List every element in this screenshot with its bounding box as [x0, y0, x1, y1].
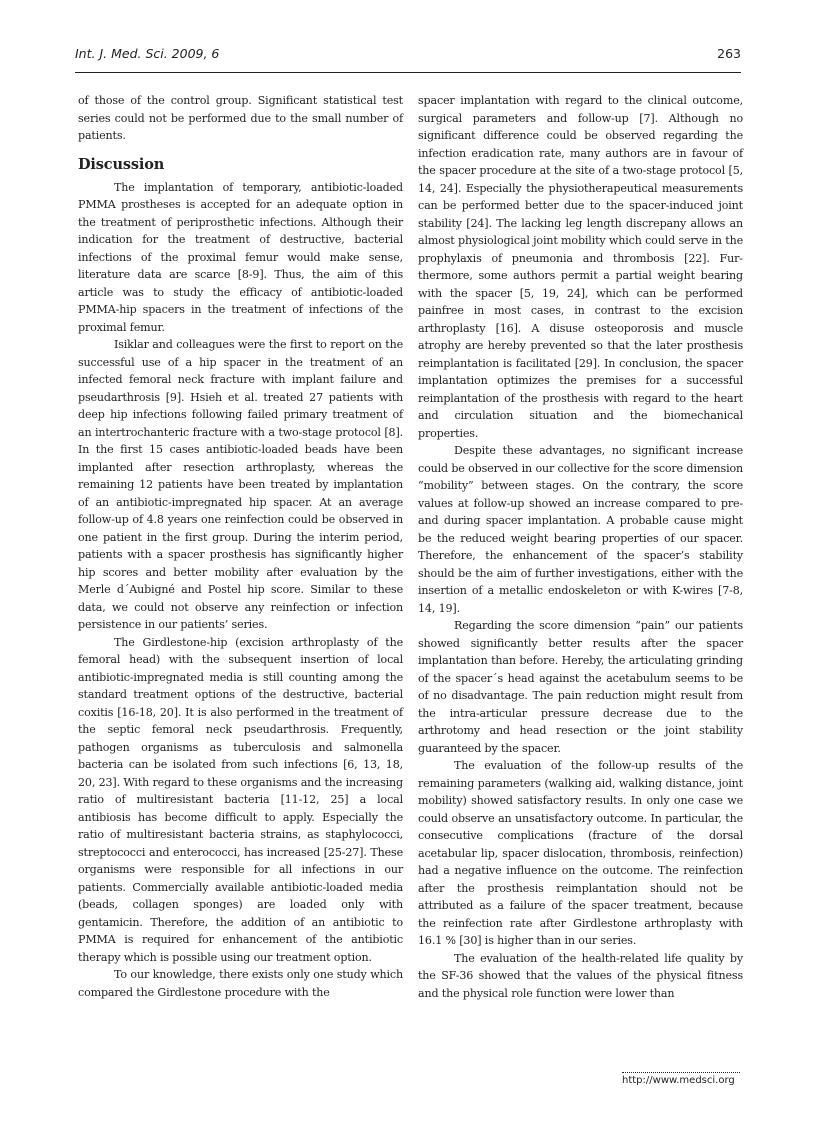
right-column	[418, 92, 743, 1002]
left-column	[78, 92, 403, 1001]
paragraph-continued: spacer implantation with regard to the clinical outcome, surgical parameters and follow-up [7]. Although no significant difference could be observed regarding the infection eradication rate, many authors are in favour of the spacer procedure at the site of a two-stage protocol [5, 14, 24]. Especially the physiotherapeutical measurements can be performed better due to the spacer-induced joint stability [24]. The lacking leg length discrepany allows an almost physiological joint mobility which could serve in the prophylaxis of pneumonia and thrombosis [22]. Furthermore, some authors permit a partial weight bearing with the spacer [5, 19, 24], which can be performed painfree in most cases, in contrast to the excision arthroplasty [16]. A disuse osteoporosis and muscle atrophy are hereby prevented so that the later prosthesis reimplantation is facilitated [29]. In conclusion, the spacer implantation optimizes the premises for a successful reimplantation of the prosthesis with regard to the heart and circulation situation and the biomechanical properties.	[418, 94, 743, 440]
journal-url[interactable]: http://www.medsci.org	[622, 1075, 735, 1086]
paragraph: Regarding the score dimension “pain” our patients showed significantly better results after the spacer implantation than before. Hereby, the articulating grinding of the spacer´s head against the acetabulum seems to be of no disadvantage. The pain reduction might result from the intra-articular pressure decrease due to the arthrotomy and head resection or the joint stability guaranteed by the spacer.	[418, 619, 743, 755]
footer-dotted-rule	[622, 1072, 740, 1073]
paragraph: The Girdlestone-hip (excision arthroplasty of the femoral head) with the subsequent insertion of local antibiotic-impregnated media is still counting among the standard treatment options of the destructive, bacterial coxitis [16-18, 20]. It is also performed in the treatment of the septic femoral neck pseudarthrosis. Frequently, pathogen organisms as tuberculosis and salmonella bacteria can be isolated from such infections [6, 13, 18, 20, 23]. With regard to these organisms and the increasing ratio of multiresistant bacteria [11-12, 25] a local antibiosis has become difficult to apply. Especially the ratio of multiresistant bacteria strains, as staphylococci, streptococci and enterococci, has increased [25-27]. These organisms were responsible for all infections in our patients. Commercially available antibiotic-loaded media (beads, collagen sponges) are loaded only with gentamicin. Therefore, the addition of an antibiotic to PMMA is required for enhancement of the antibiotic therapy which is possible using our treatment option.	[78, 635, 403, 964]
page-footer	[622, 1072, 740, 1086]
page-number: 263	[717, 46, 741, 61]
header-rule	[75, 72, 741, 73]
paragraph: The implantation of temporary, antibiotic-loaded PMMA prostheses is accepted for an adequate option in the treatment of periprosthetic infections. Although their indication for the treatment of destructive, bacterial infections of the proximal femur would make sense, literature data are scarce [8-9]. Thus, the aim of this article was to study the efficacy of antibiotic-loaded PMMA-hip spacers in the treatment of infections of the proximal femur.	[78, 180, 403, 334]
paragraph: The evaluation of the health-related life quality by the SF-36 showed that the values of the physical fitness and the physical role function were lower than	[418, 951, 743, 1000]
section-heading-discussion: Discussion	[78, 155, 165, 173]
journal-citation: Int. J. Med. Sci. 2009, 6	[75, 46, 220, 61]
paragraph: To our knowledge, there exists only one study which compared the Girdlestone procedure with the	[78, 968, 403, 999]
paragraph-continued: of those of the control group. Significant statistical test series could not be performed due to the small number of patients.	[78, 94, 403, 142]
paragraph: Isiklar and colleagues were the first to report on the successful use of a hip spacer in the treatment of an infected femoral neck fracture with implant failure and pseudarthrosis [9]. Hsieh et al. treated 27 patients with deep hip infections following failed primary treatment of an intertrochanteric fracture with a two-stage protocol [8]. In the first 15 cases antibiotic-loaded beads have been implanted after resection arthroplasty, whereas the remaining 12 patients have been treated by implantation of an antibiotic-impregnated hip spacer. At an average follow-up of 4.8 years one reinfection could be observed in one patient in the first group. During the interim period, patients with a spacer prosthesis has significantly higher hip scores and better mobility after evaluation by the Merle d´Aubigné and Postel hip score. Similar to these data, we could not observe any reinfection or infection persistence in our patients’ series.	[78, 338, 403, 631]
page-header	[75, 42, 741, 74]
paragraph: The evaluation of the follow-up results of the remaining parameters (walking aid, walking distance, joint mobility) showed satisfactory results. In only one case we could observe an unsatisfactory outcome. In particular, the consecutive complications (fracture of the dorsal acetabular lip, spacer dislocation, thrombosis, reinfection) had a negative influence on the outcome. The reinfection after the prosthesis reimplantation should not be attributed as a failure of the spacer treatment, because the reinfection rate after Girdlestone arthroplasty with 16.1 % [30] is higher than in our series.	[418, 759, 743, 947]
paragraph: Despite these advantages, no significant increase could be observed in our collective for the score dimension “mobility” between stages. On the contrary, the score values at follow-up showed an increase compared to pre- and during spacer implantation. A probable cause might be the reduced weight bearing properties of our spacer. Therefore, the enhancement of the spacer’s stability should be the aim of further investigations, either with the insertion of a metallic endoskeleton or with K-wires [7-8, 14, 19].	[418, 444, 743, 615]
